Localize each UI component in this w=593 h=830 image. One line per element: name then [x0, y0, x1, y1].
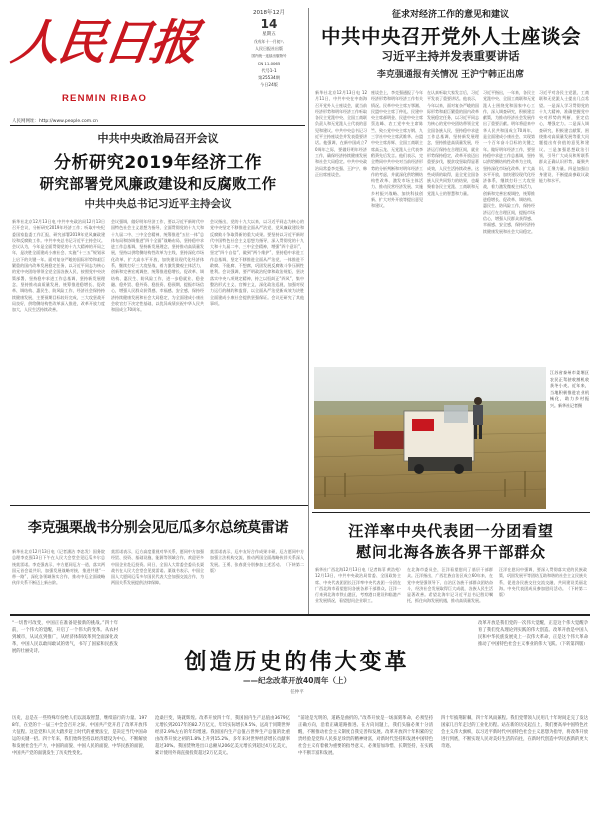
politburo-col-2: 会议强调，做好明年经济工作，要以习近平新时代中国特色社会主义思想为指导，全面贯彻党的十九大和十九届二中、三中全会精神，统筹推进“五位一体”总体布局和协调推进“四个全面”战略布局，坚持稳中求进工作总基调，坚持新发展理念，坚持推动高质量发展，坚持以供给侧结构性改革为主线，坚持深化市场化改革、扩大高水平开放，加快建设现代化经济体系，继续打好三大攻坚战，着力激发微观主体活力，创新和完善宏观调控，统筹推进稳增长、促改革、调结构、惠民生、防风险工作，进一步稳就业、稳金融、稳外贸、稳外资、稳投资、稳预期，提振市场信心，增强人民群众获得感、幸福感、安全感，保持经济持续健康发展和社会大局稳定，为全面建成小康社会收官打下决定性基础，以优异成绩庆祝中华人民共和国成立70周年。 — [111, 219, 204, 313]
website-url[interactable]: 人民网网址：http://www.people.com.cn — [12, 119, 98, 124]
issue-issn: 国内统一连续出版物号 — [251, 54, 287, 58]
issue-pages: 今日24版 — [260, 82, 278, 87]
li-keqiang-headline[interactable]: 李克强栗战书分别会见厄瓜多尔总统莫雷诺 — [27, 520, 289, 536]
feature-col-2: 沧桑巨变，铸就辉煌。改革开放四十年，我国国内生产总值由3679亿元增长到2017年的82.7万亿元，年均实际增长9.5%，远高于同期世界经济2.9%左右的年均增速。我国国内生产总值占世界生产总值的比重由改革开放之初的1.8%上升到15.2%，多年来对世界经济增长贡献率超过30%。我国货物进出口总额从206亿美元增长到超过4万亿美元，累计使用外商直接投资超过2万亿美元。 — [155, 716, 290, 756]
politburo-kicker: 中共中央政治局召开会议 — [97, 132, 219, 145]
photo-caption: 江苏省泰州市姜堰区农民正驾驶收割机收获冬小麦。近年来，当地积极推进农业机械化，助力乡村振兴。新华社记者摄 — [550, 370, 589, 408]
wang-yang-headline-2[interactable]: 慰问北海各族各界干部群众 — [356, 543, 546, 561]
harvester-image — [314, 367, 546, 509]
issue-code: 代号1-1 — [261, 68, 277, 73]
harvest-photo[interactable] — [314, 367, 546, 509]
top-story-subhead: 习近平主持并发表重要讲话 — [381, 49, 520, 63]
wang-yang-col-1: 新华社广西北海12月13日电（记者陈菲 黄浩苑）12月13日，中共中央政治局常委、全国政协主席、中央代表团团长汪洋率中央代表团一分团在广西北海市看望慰问各族各界干部群众。汪洋一行来到北海市铁山港区，考察港口建设和临港产业发展情况，看望慰问企业职工。 — [315, 567, 401, 604]
politburo-col-3: 会议指出，党的十九大以来，以习近平同志为核心的党中央坚定不移推进全面从严治党，党风廉政建设和反腐败斗争取得新的重大成果。要坚持以习近平新时代中国特色社会主义思想为指导，深入贯彻党的十九大和十九届二中、三中全会精神，增强“四个意识”，坚定“四个自信”，做到“两个维护”，坚持稳中求进工作总基调，坚定不移推进全面从严治党，一体推进不敢腐、不能腐、不想腐，巩固发展反腐败斗争压倒性胜利。会议强调，要严明政治纪律和政治规矩，坚决落实中央八项规定精神，持之以恒纠正“四风”，集中整治形式主义、官僚主义，深化政治巡视，加强对权力运行的制约和监督，以全面从严治党新成效为决胜全面建成小康社会提供坚强保证。会议还研究了其他事项。 — [210, 219, 304, 306]
section-rule-2 — [312, 512, 590, 513]
wang-yang-col-3: 汪洋在慰问中强调，要深入贯彻落实党的民族政策，巩固发展平等团结互助和谐的社会主义民族关系，促进各民族交往交流交融，共同建设美丽北海。中央代表团成员参加慰问活动。（下转第二版） — [499, 567, 587, 598]
li-keqiang-col-1: 新华社北京12月13日电（记者潘洁 李忠发）国务院总理李克强13日下午在人民大会堂会见厄瓜多尔总统莫雷诺。李克强表示，中方愿同厄方一道，落实两国元首会谈共识，加强发展战略对接，推进共建“一带一路”，深化各领域务实合作，推动中厄全面战略伙伴关系不断迈上新台阶。 — [12, 549, 105, 586]
issue-publisher: 人民日报社出版 — [255, 46, 283, 51]
li-keqiang-col-3: 莫雷诺表示，厄中友好合作成果丰硕，厄方愿同中方加强立法机构交流，推动两国全面战略伙伴关系深入发展。王勇、张春贤分别参加上述活动。（下转第二版） — [210, 549, 304, 573]
top-story-kicker: 征求对经济工作的意见和建议 — [391, 10, 509, 20]
masthead-english: RENMIN RIBAO — [62, 93, 148, 104]
feature-sidebar: “一切皆可改变，中国正在准备迎接新的挑战。”四十年前，一个伟大的觉醒，开启了一个伟大的变革。从农村到城市，从试点到推广，从经济体制改革到全面深化改革，中国人民以敢闯敢试的勇气，书写了国家和民族发展的壮丽史诗。 — [12, 621, 118, 654]
feature-headline[interactable]: 创造历史的伟大变革 — [184, 650, 410, 675]
top-story-col-5: 习近平对各民主党派、工商联和无党派人士提出几点希望。一是深入学习贯彻党的十九大精神，准确把握党中央对形势的判断，坚定信心，增强定力。二是深入调查研究，积极建言献策，围绕推动高质量发展等重大问题提出有价值的意见和建议。三是加强思想政治引领，引导广大成员和所联系群众正确认识形势，凝聚共识，汇聚力量。四是加强自身建设，不断提高参政议政能力和水平。 — [539, 90, 589, 184]
top-story-col-3: 在认真听取大家发言后，习近平发表了重要讲话。他表示，今年以来，面对复杂严峻的国际形势和艰巨繁重的国内改革发展稳定任务，以习近平同志为核心的党中央团结带领全党全国各族人民，坚持稳中求进工作总基调，坚持新发展理念，坚持推进高质量发展，经济运行保持在合理区间，就业形势保持稳定，改革开放迈出重要步伐，脱贫攻坚取得显著成效，人民生活持续改善。这些成绩的取得，是全党全国各族人民共同努力的结果，也凝聚着各民主党派、工商联和无党派人士的智慧和力量。 — [427, 90, 479, 196]
top-story-col-1: 新华社北京12月13日电 12月11日，中共中央在中南海召开党外人士座谈会，就当前经济形势和明年经济工作听取各民主党派中央、全国工商联负责人和无党派人士代表的意见和建议。中共中央总书记习近平主持座谈会并发表重要讲话。他强调，在新中国成立70周年之际，要做好明年经济工作，确保经济持续健康发展和社会大局稳定。中共中央政治局常委李克强、王沪宁、韩正出席座谈会。 — [315, 90, 367, 177]
issue-cn: CN 11-0065 — [257, 61, 281, 66]
feature-col-right-top: 改革开放是我们党的一次伟大觉醒，正是这个伟大觉醒孕育了我们党从理论到实践的伟大创造。改革开放是中国人民和中华民族发展史上一次伟大革命，正是这个伟大革命推动了中国特色社会主义事业的伟大飞跃。（下转第四版） — [478, 621, 588, 647]
top-story-col-4: 习近平指出，一年来，各民主党派中央、全国工商联和无党派人士围绕党和国家中心工作，深入调查研究，积极建言献策，为推动经济社会发展作出了重要贡献。明年将迎来中华人民共和国成立70周年，是全面建成小康社会、实现第一个百年奋斗目标的关键之年。做好明年经济工作，要坚持稳中求进工作总基调，坚持以供给侧结构性改革为主线，坚持深化市场化改革、扩大高水平开放，加快建设现代化经济体系，继续打好三大攻坚战，着力激发微观主体活力，创新和完善宏观调控，统筹推进稳增长、促改革、调结构、惠民生、防风险工作，保持经济运行在合理区间，提振市场信心，增强人民群众获得感、幸福感、安全感，保持经济持续健康发展和社会大局稳定。 — [483, 90, 535, 234]
politburo-col-1: 新华社北京12月13日电 中共中央政治局12月13日召开会议，分析研究2019年经济工作；听取中央纪委国家监委工作汇报，研究部署2019年党风廉政建设和反腐败工作。中共中央总书记习近平主持会议。会议认为，今年是全面贯彻党的十九大精神的开局之年，是决胜全面建成小康社会、实施“十三五”规划承上启下的关键一年。面对复杂严峻的国际形势和艰巨繁重的国内改革发展稳定任务，以习近平同志为核心的党中央团结带领全党全国各族人民，按照党中央决策部署，坚持稳中求进工作总基调，坚持新发展理念，坚持推动高质量发展，统筹推进稳增长、促改革、调结构、惠民生、防风险工作，经济社会保持持续健康发展，主要预期目标较好完成，三大攻坚战开局良好，供给侧结构性改革深入推进，改革开放力度加大，人民生活持续改善。 — [12, 219, 105, 313]
date-box — [239, 9, 299, 117]
wang-yang-headline-1[interactable]: 汪洋率中央代表团一分团看望 — [348, 522, 554, 540]
masthead-rule — [10, 125, 305, 126]
li-keqiang-col-2: 莫雷诺表示，厄方高度重视对华关系，愿同中方加强经贸、投资、基础设施、能源等领域合作，欢迎更多中国企业赴厄投资。同日，全国人大常委会委员长栗战书在人民大会堂会见莫雷诺。栗战书表示，中国全国人大愿同厄瓜多尔国民代表大会加强交流合作，为两国关系发展提供法律保障。 — [111, 549, 204, 586]
feature-col-4: 四十年披荆斩棘，四十年风雨兼程。我们党带领人民用几十年时间走完了发达国家几百年走过的工业化历程。站在新的历史起点上，我们要高举中国特色社会主义伟大旗帜，以习近平新时代中国特色社会主义思想为指导，将改革开放进行到底，不断实现人民对美好生活的向往，在新时代创造中华民族新的更大奇迹。 — [441, 716, 588, 749]
feature-byline: 任仲平 — [290, 690, 304, 695]
top-story-subhead2: 李克强通报有关情况 王沪宁韩正出席 — [376, 70, 525, 80]
politburo-subhead: 中共中央总书记习近平主持会议 — [84, 198, 232, 210]
column-divider — [308, 8, 309, 616]
issue-lunar: 戊戌年十一月初八 — [253, 39, 285, 44]
politburo-headline-2[interactable]: 研究部署党风廉政建设和反腐败工作 — [39, 177, 277, 193]
issue-date: 2018年12月 — [253, 10, 285, 16]
politburo-headline-1[interactable]: 分析研究2019年经济工作 — [53, 153, 263, 173]
top-story-col-2: 座谈会上，李克强通报了今年经济形势和明年经济工作有关情况。民革中央主席万鄂湘、民盟中央主席丁仲礼、民建中央主席郝明金、民进中央主席蔡达峰、农工党中央主席陈竺、致公党中央主席万钢、九三学社中央主席武维华、台盟中央主席苏辉、全国工商联主席高云龙、无党派人士代表李稻葵先后发言。他们表示，完全赞同中共中央对当前经济形势的分析判断和对明年经济工作的考虑，并就深化供给侧结构性改革、激发市场主体活力、推动民营经济发展、实施乡村振兴战略、加快科技创新、扩大对外开放等提出意见和建议。 — [371, 90, 423, 209]
wang-yang-col-2: 在北海市委员会，汪洋看望慰问了基层干部群众。汪洋指出，广西壮族自治区成立60年来，在党中央坚强领导下，自治区各族干部群众团结奋斗，经济社会发展取得巨大成就，各族人民生活显著改善。希望北海牢记习近平总书记殷切嘱托，抓住向海发展机遇，推动高质量发展。 — [407, 567, 493, 604]
issue-day: 14 — [260, 17, 278, 31]
feature-subhead: ——纪念改革开放40周年（上） — [243, 676, 351, 685]
masthead-logo[interactable]: 人民日报 — [8, 15, 200, 71]
feature-col-3: “前途是光明的，道路是曲折的。”改革开放是一场深刻革命，必须坚持正确方向，沿着正确道路推进。在方向问题上，我们头脑必须十分清醒，不断推动社会主义制度自我完善和发展。改革开放四十年积累的宝贵经验是党和人民弥足珍贵的精神财富，对新时代坚持和发展中国特色社会主义有着极为重要的指导意义，必须倍加珍惜、长期坚持，在实践中不断丰富和发展。 — [298, 716, 433, 756]
feature-col-1: 历史，总是在一些特殊年份给人们以汲取智慧、继续前行的力量。1978年，在党的十一届三中全会召开之际，中国共产党开启了改革开放伟大征程。这是党和人民大踏步赶上时代的重要法宝，是决定当代中国命运的关键一招。四十年来，我们始终坚持以经济建设为中心，不断解放和发展社会生产力，中国的面貌、中国人民的面貌、中华民族的面貌、中国共产党的面貌发生了历史性变化。 — [12, 716, 147, 756]
issue-weekday: 星期五 — [262, 32, 276, 37]
top-story-headline[interactable]: 中共中央召开党外人士座谈会 — [320, 25, 581, 48]
section-rule-3 — [10, 614, 590, 616]
section-rule-1 — [10, 505, 308, 506]
issue-number: 第25534期 — [258, 75, 280, 80]
